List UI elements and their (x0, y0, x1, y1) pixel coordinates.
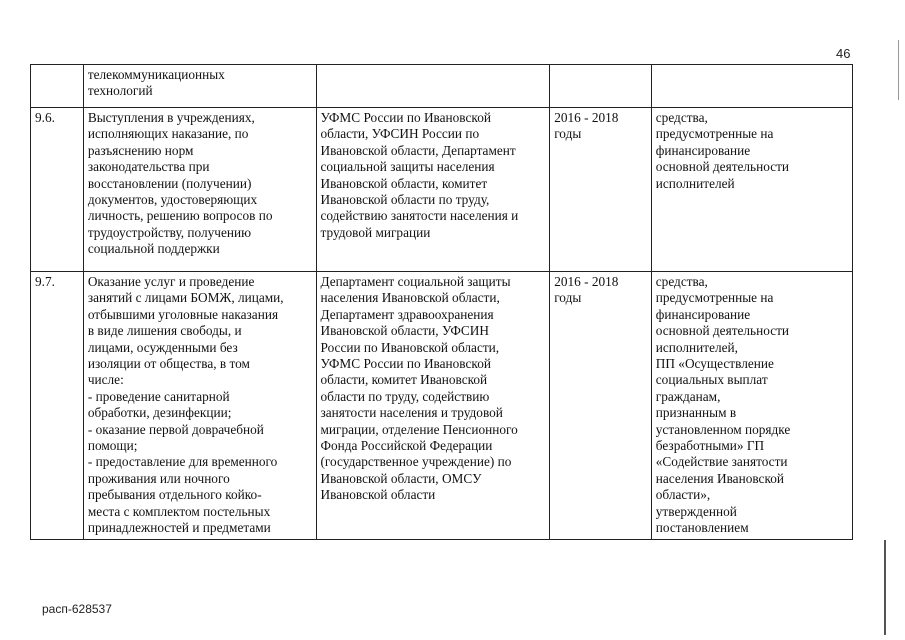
term (550, 65, 652, 108)
funding-source: средства, предусмотренные на финансирование основной деятельности исполнителей, ПП «Осуществление социальных выплат гражданам, признанным в установленном порядке безработными» ГП «Содействие занятости населения Ивановской области», утвержденной постановлением (651, 272, 852, 540)
scan-artifact (884, 540, 886, 635)
table-row (31, 272, 853, 540)
term: 2016 - 2018 годы (550, 272, 652, 540)
executors: УФМС России по Ивановской области, УФСИН России по Ивановской области, Департамент социальной защиты населения Ивановской области, комитет Ивановской области по труду, содействию занятости населения и трудовой миграции (316, 108, 550, 272)
table-row (31, 108, 853, 272)
executors (316, 65, 550, 108)
event-description: Выступления в учреждениях, исполняющих наказание, по разъяснению норм законодательства при восстановлении (получении) документов, удостоверяющих личность, решению вопросов по трудоустройству, получению социальной поддержки (83, 108, 316, 272)
document-code: расп-628537 (42, 602, 112, 616)
item-number: 9.7. (31, 272, 84, 540)
event-description: телекоммуникационных технологий (83, 65, 316, 108)
executors: Департамент социальной защиты населения Ивановской области, Департамент здравоохранения Ивановской области, УФСИН России по Ивановской области, УФМС России по Ивановской области, комитет Ивановской области по труду, содействию занятости населения и трудовой миграции, отделение Пенсионного Фонда Российской Федерации (государственное учреждение) по Ивановской области, ОМСУ Ивановской области (316, 272, 550, 540)
event-description: Оказание услуг и проведение занятий с лицами БОМЖ, лицами, отбывшими уголовные наказания в виде лишения свободы, и лицами, осужденными без изоляции от общества, в том числе: - проведение санитарной обработки, дезинфекции; - оказание первой доврачебной помощи; - предоставление для временного проживания или ночного пребывания отдельного койко- места с комплектом постельных принадлежностей и предметами (83, 272, 316, 540)
scan-artifact (898, 40, 899, 100)
table-row (31, 65, 853, 108)
funding-source: средства, предусмотренные на финансирование основной деятельности исполнителей (651, 108, 852, 272)
funding-source (651, 65, 852, 108)
page-number: 46 (836, 46, 851, 61)
item-number (31, 65, 84, 108)
item-number: 9.6. (31, 108, 84, 272)
term: 2016 - 2018 годы (550, 108, 652, 272)
activity-plan-table (30, 64, 853, 540)
